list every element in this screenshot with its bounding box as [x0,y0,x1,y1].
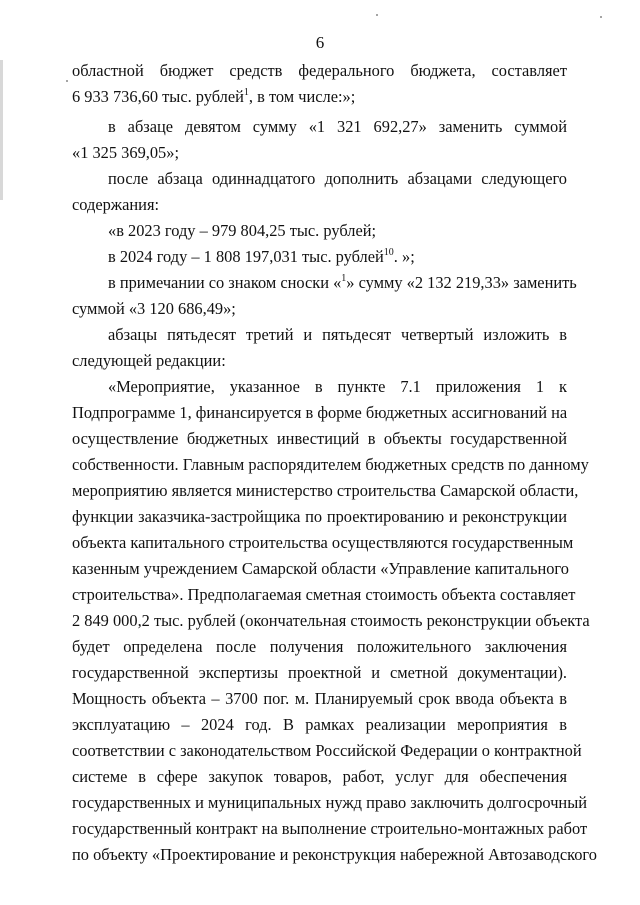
text-fragment: , в том числе:»; [248,87,356,106]
scan-edge-shadow [0,60,3,200]
scan-speck [600,16,602,18]
text-line: следующей редакции: [72,351,226,370]
text-line: «Мероприятие, указанное в пункте 7.1 приложения 1 к [108,377,567,396]
text-line: государственной экспертизы проектной и сметной документации). [72,663,567,682]
footnote-mark: 1 [243,86,249,98]
text-line: в абзаце девятом сумму «1 321 692,27» заменить суммой [108,117,567,136]
text-line: Мощность объекта – 3700 пог. м. Планируемый срок ввода объекта в [72,689,567,708]
text-line: мероприятию является министерство строительства Самарской области, [72,481,579,500]
footnote-mark: 10 [383,246,394,258]
text-fragment: . »; [393,247,415,266]
text-line: казенным учреждением Самарской области «Управление капитального [72,559,569,578]
text-fragment: 6 933 736,60 тыс. рублей [72,87,244,106]
page-number: 6 [315,33,325,52]
text-line: «в 2023 году – 979 804,25 тыс. рублей; [108,221,377,240]
scan-speck [376,14,378,16]
text-fragment: в примечании со знаком сноски « [108,273,342,292]
text-line [72,272,577,292]
text-line: строительства». Предполагаемая сметная стоимость объекта составляет [72,585,576,604]
text-line: государственный контракт на выполнение строительно-монтажных работ [72,819,588,838]
text-line: 2 849 000,2 тыс. рублей (окончательная стоимость реконструкции объекта [72,611,590,630]
scan-speck [66,80,68,82]
text-fragment: » сумму «2 132 219,33» заменить [346,273,577,292]
text-line: государственных и муниципальных нужд право заключить долгосрочный [72,793,587,812]
text-line: суммой «3 120 686,49»; [72,299,236,318]
text-line: собственности. Главным распорядителем бюджетных средств по данному [72,455,589,474]
text-line: по объекту «Проектирование и реконструкция набережной Автозаводского [72,845,597,864]
text-line [72,248,567,266]
text-line: соответствии с законодательством Российской Федерации о контрактной [72,741,582,760]
text-fragment: в 2024 году – 1 808 197,031 тыс. рублей [108,247,384,266]
text-line: Подпрограмме 1, финансируется в форме бюджетных ассигнований на [72,403,568,422]
text-line: областной бюджет средств федерального бюджета, составляет [72,61,567,80]
text-line: будет определена после получения положительного заключения [72,637,567,656]
text-line: функции заказчика-застройщика по проектированию и реконструкции [72,507,567,526]
footnote-mark: 1 [341,272,347,284]
text-line: осуществление бюджетных инвестиций в объекты государственной [72,429,567,448]
text-line [72,88,567,106]
text-line: эксплуатацию – 2024 год. В рамках реализации мероприятия в [72,715,567,734]
text-line: объекта капитального строительства осуществляются государственным [72,533,574,552]
text-line: абзацы пятьдесят третий и пятьдесят четвертый изложить в [108,325,567,344]
text-line: системе в сфере закупок товаров, работ, услуг для обеспечения [72,767,567,786]
text-line: содержания: [72,195,160,214]
text-line: «1 325 369,05»; [72,143,179,162]
text-line: после абзаца одиннадцатого дополнить абзацами следующего [108,169,567,188]
